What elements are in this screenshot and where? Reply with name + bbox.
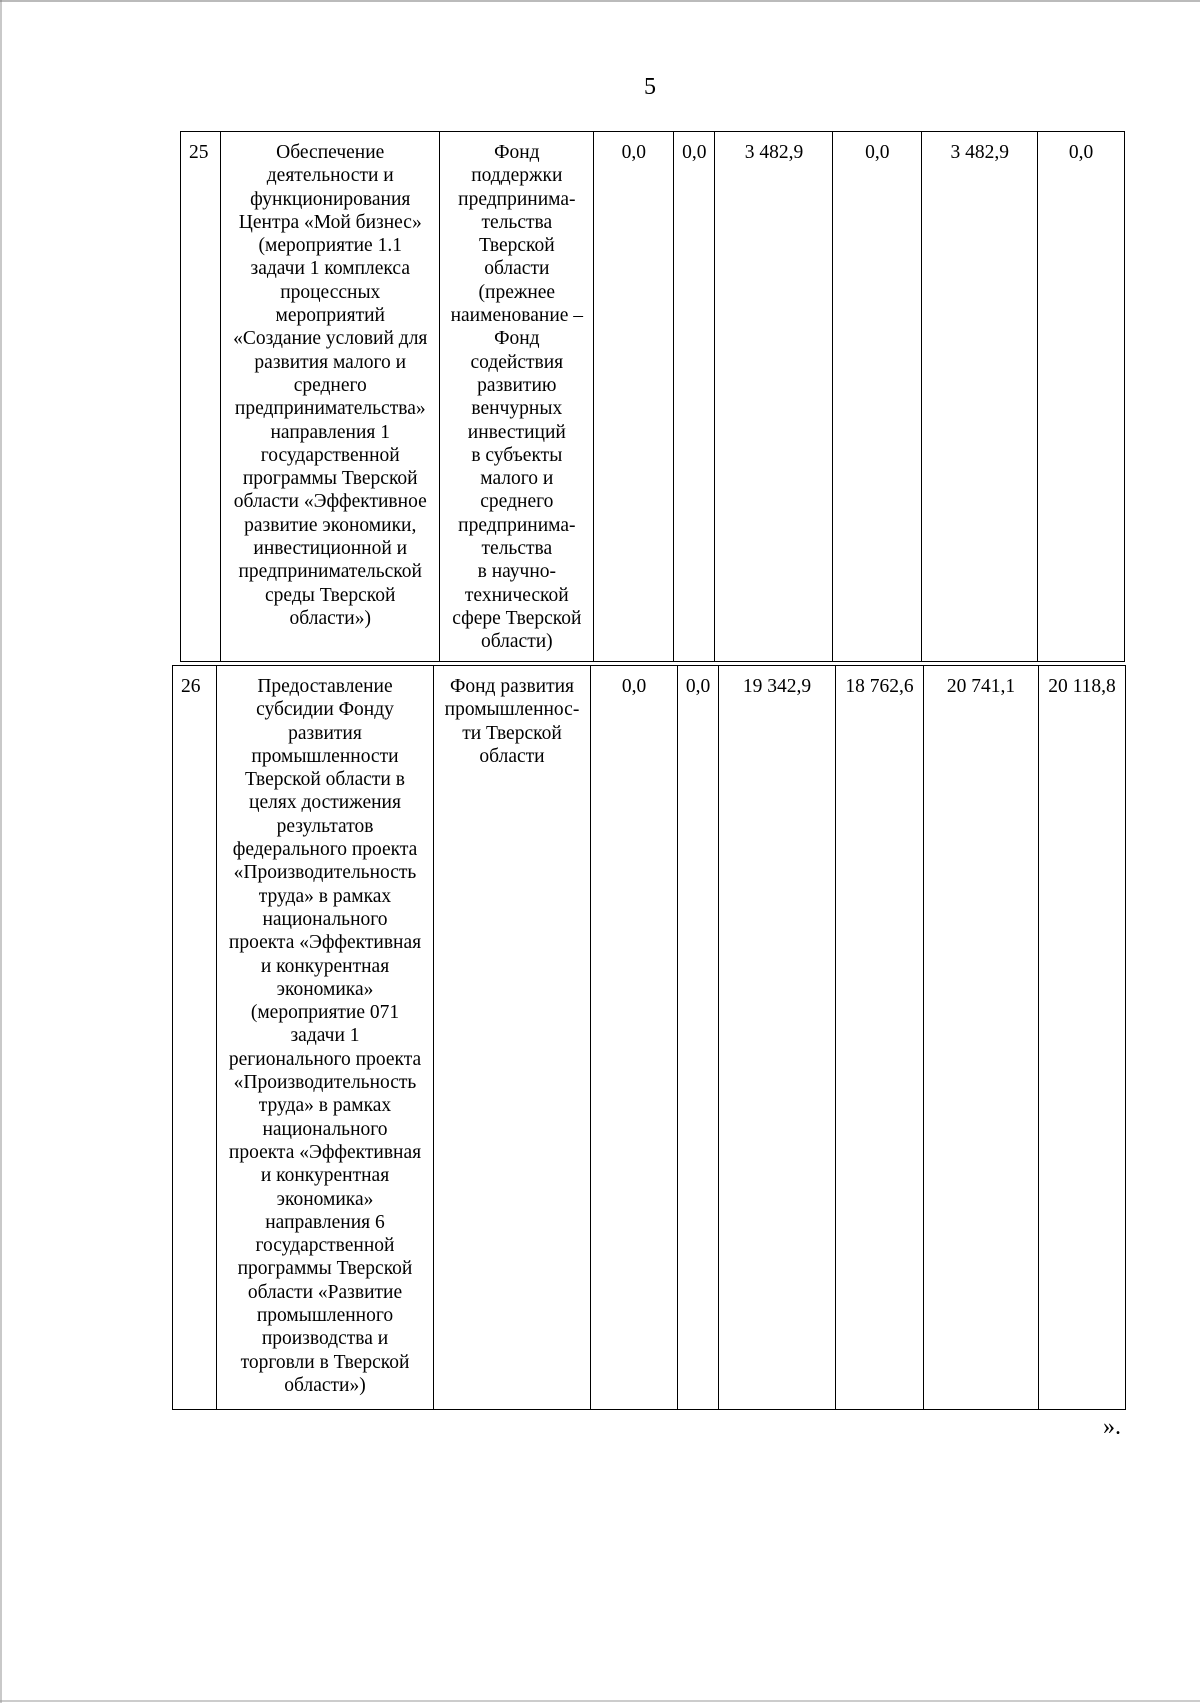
text-line: задачи 1 комплекса: [250, 258, 410, 280]
value-cell: 19 342,9: [719, 666, 836, 1410]
text-line: регионального проекта: [228, 1048, 422, 1070]
text-line: субсидии Фонду: [256, 699, 394, 721]
text-line: области: [484, 258, 550, 280]
text-line: Фонд развития: [449, 676, 575, 697]
text-line: предпринима-: [458, 514, 576, 536]
table-row: [172, 665, 1126, 1410]
value-cell: 20 741,1: [924, 666, 1039, 1410]
text-line: развития: [288, 722, 362, 744]
text-line: направления 6: [265, 1211, 385, 1233]
value-cell: 0,0: [594, 132, 674, 662]
text-line: труда» в рамках: [258, 885, 392, 907]
text-line: федерального проекта: [232, 839, 418, 861]
text-line: тельства: [481, 538, 553, 560]
text-line: развитие экономики,: [244, 514, 417, 536]
text-line: экономика»: [276, 978, 374, 1000]
text-line: и конкурентная: [260, 1165, 390, 1187]
text-line: государственной: [260, 444, 400, 466]
closing-quote-mark: ».: [1103, 1414, 1121, 1440]
text-line: и конкурентная: [260, 955, 390, 977]
executor-cell: [434, 666, 591, 1410]
text-line: программы Тверской: [242, 468, 418, 490]
text-line: венчурных: [471, 398, 563, 420]
text-line: сфере Тверской: [452, 607, 582, 629]
value-cell: 0,0: [674, 132, 715, 662]
text-line: Центра «Мой бизнес»: [238, 211, 422, 233]
text-line: области «Развитие: [247, 1281, 403, 1303]
text-line: «Создание условий для: [233, 328, 428, 350]
text-line: Фонд: [494, 142, 540, 163]
page-number: 5: [644, 74, 656, 100]
text-line: в научно-: [477, 561, 557, 583]
text-line: Тверской области в: [245, 769, 405, 791]
text-line: наименование –: [450, 305, 584, 327]
text-line: в субъекты: [471, 444, 563, 466]
text-line: инвестиций: [467, 421, 566, 443]
text-line: содействия: [470, 351, 564, 373]
scan-edge-bottom: [0, 1700, 1200, 1702]
row-number-cell: 25: [181, 132, 221, 662]
text-line: торговли в Тверской: [240, 1351, 410, 1373]
text-line: Фонд: [494, 328, 540, 350]
value-cell: 3 482,9: [922, 132, 1038, 662]
text-line: области): [480, 631, 553, 653]
text-line: предпринимательства»: [234, 398, 426, 420]
text-line: Тверской: [478, 235, 555, 257]
table-row: [180, 131, 1125, 662]
text-line: национального: [262, 1118, 388, 1140]
text-line: развитию: [477, 374, 557, 396]
text-line: целях достижения: [249, 792, 401, 814]
text-line: производства и: [261, 1328, 389, 1350]
text-line: экономика»: [276, 1188, 374, 1210]
text-line: области»): [289, 607, 371, 629]
text-line: государственной: [255, 1235, 395, 1257]
text-line: области «Эффективное: [233, 491, 427, 513]
text-line: среды Тверской: [265, 584, 396, 606]
value-cell: 0,0: [678, 666, 719, 1410]
text-line: промышленнос-: [444, 699, 580, 721]
row-number-cell: 26: [173, 666, 217, 1410]
value-cell: 18 762,6: [836, 666, 924, 1410]
text-line: инвестиционной и: [253, 538, 408, 560]
text-line: развития малого и: [254, 351, 407, 373]
text-line: «Производительность: [233, 862, 417, 884]
text-line: малого и: [480, 468, 554, 490]
text-line: среднего: [293, 374, 367, 396]
text-line: направления 1: [270, 421, 390, 443]
text-line: поддержки: [471, 165, 563, 187]
text-line: среднего: [480, 491, 554, 513]
text-line: результатов: [276, 815, 374, 837]
measure-name-cell: [221, 132, 440, 662]
text-line: «Производительность: [233, 1072, 417, 1094]
text-line: промышленности: [251, 745, 399, 767]
text-line: ти Тверской: [462, 722, 562, 744]
text-line: (прежнее: [478, 281, 556, 303]
text-line: проекта «Эффективная: [228, 932, 422, 954]
text-line: предпринима-: [458, 188, 576, 210]
value-cell: 0,0: [591, 666, 678, 1410]
text-line: (мероприятие 071: [250, 1002, 400, 1024]
text-line: процессных: [280, 281, 381, 303]
value-cell: 20 118,8: [1039, 666, 1126, 1410]
measure-name-cell: [217, 666, 434, 1410]
text-line: задачи 1: [290, 1025, 360, 1047]
text-line: предпринимательской: [238, 561, 422, 583]
text-line: области»): [284, 1374, 366, 1396]
text-line: (мероприятие 1.1: [258, 235, 402, 257]
text-line: труда» в рамках: [258, 1095, 392, 1117]
text-line: функционирования: [250, 188, 411, 210]
text-line: тельства: [481, 211, 553, 233]
text-line: технической: [464, 584, 569, 606]
text-line: промышленного: [256, 1305, 394, 1327]
value-cell: 0,0: [833, 132, 922, 662]
text-line: Предоставление: [257, 676, 393, 697]
value-cell: 3 482,9: [715, 132, 833, 662]
text-line: национального: [262, 908, 388, 930]
scan-edge-left: [0, 0, 2, 1703]
text-line: деятельности и: [266, 165, 394, 187]
text-line: области: [479, 745, 545, 767]
text-line: проекта «Эффективная: [228, 1141, 422, 1163]
text-line: Обеспечение: [276, 142, 385, 163]
executor-cell: [440, 132, 594, 662]
text-line: мероприятий: [275, 305, 385, 327]
scan-edge-top: [0, 0, 1200, 2]
text-line: программы Тверской: [237, 1258, 413, 1280]
value-cell: 0,0: [1038, 132, 1125, 662]
